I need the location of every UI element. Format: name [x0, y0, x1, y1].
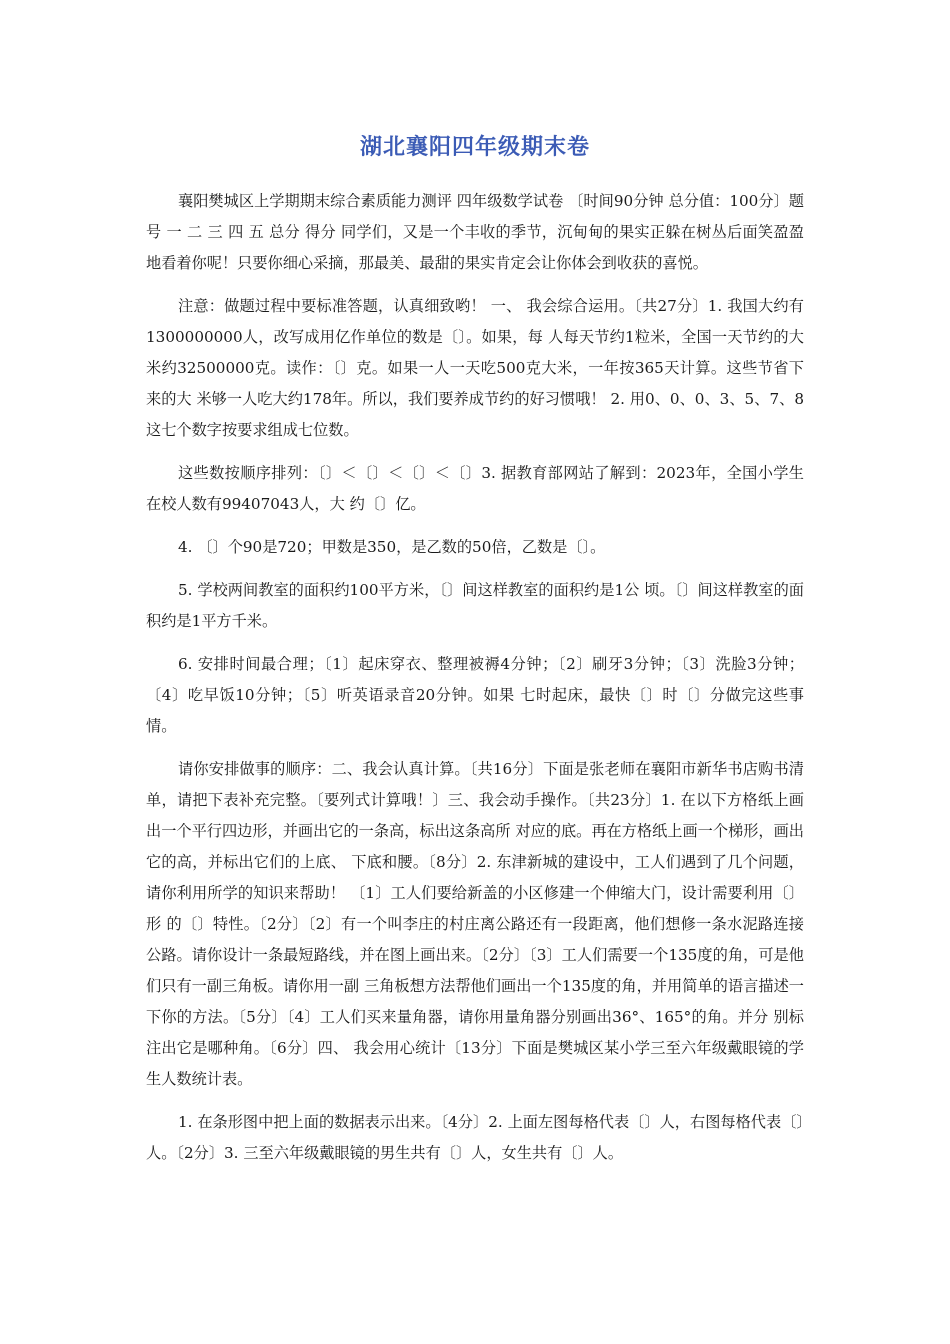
- paragraph-statistics-questions: 1. 在条形图中把上面的数据表示出来。〔4分〕2. 上面左图每格代表〔〕人，右图每格代表〔〕人。〔2分〕3. 三至六年级戴眼镜的男生共有〔〕人，女生共有〔〕人。: [146, 1113, 804, 1162]
- document-title: 湖北襄阳四年级期末卷: [359, 135, 590, 160]
- paragraph-question-6: 6. 安排时间最合理；〔1〕起床穿衣、整理被褥4分钟；〔2〕刷牙3分钟；〔3〕洗脸3分钟；〔4〕吃早饭10分钟；〔5〕听英语录音20分钟。如果 七时起床，最快〔〕时〔〕分做完这些事情。: [146, 655, 804, 735]
- paragraph-question-2-3: 这些数按顺序排列：〔〕＜〔〕＜〔〕＜〔〕3. 据教育部网站了解到：2023年，全国小学生在校人数有99407043人，大 约〔〕亿。: [146, 464, 804, 513]
- paragraph-question-5: 5. 学校两间教室的面积约100平方米，〔〕间这样教室的面积约是1公 顷。〔〕间这样教室的面积约是1平方千米。: [146, 581, 804, 630]
- document-page: [146, 128, 804, 1181]
- paragraph-intro: 襄阳樊城区上学期期末综合素质能力测评 四年级数学试卷 〔时间90分钟 总分值：100分〕题号 一 二 三 四 五 总分 得分 同学们，又是一个丰收的季节，沉甸甸的果实正躲在树丛后面笑盈盈地看着你呢！只要你细心采摘，那最美、最甜的果实肯定会让你体会到收获的喜悦。: [146, 192, 804, 272]
- paragraph-section-one: 注意：做题过程中要标准答题，认真细致哟！ 一、 我会综合运用。〔共27分〕1. 我国大约有1300000000人，改写成用亿作单位的数是〔〕。如果，每 人每天节约1粒米，全国一天节约的大米约32500000克。读作：〔〕克。如果一人一天吃500克大米，一年按365天计算。这些节省下来的大 米够一人吃大约178年。所以，我们要养成节约的好习惯哦！ 2. 用0、0、0、3、5、7、8这七个数字按要求组成七位数。: [146, 297, 804, 439]
- paragraph-question-4: 4. 〔〕个90是720；甲数是350，是乙数的50倍，乙数是〔〕。: [178, 538, 606, 556]
- paragraph-sections-two-to-four: 请你安排做事的顺序：二、我会认真计算。〔共16分〕下面是张老师在襄阳市新华书店购书清单，请把下表补充完整。〔要列式计算哦！〕三、我会动手操作。〔共23分〕1. 在以下方格纸上画出一个平行四边形，并画出它的一条高，标出这条高所 对应的底。再在方格纸上画一个梯形，画出它的高，并标出它们的上底、 下底和腰。〔8分〕2. 东津新城的建设中，工人们遇到了几个问题，请你利用所学的知识来帮助！ 〔1〕工人们要给新盖的小区修建一个伸缩大门，设计需要利用〔〕形 的〔〕特性。〔2分〕〔2〕有一个叫李庄的村庄离公路还有一段距离，他们想修一条水泥路连接 公路。请你设计一条最短路线，并在图上画出来。〔2分〕〔3〕工人们需要一个135度的角，可是他们只有一副三角板。请你用一副 三角板想方法帮他们画出一个135度的角，并用简单的语言描述一下你的方法。〔5分〕〔4〕工人们买来量角器，请你用量角器分别画出36°、165°的角。并分 别标注出它是哪种角。〔6分〕四、 我会用心统计〔13分〕下面是樊城区某小学三至六年级戴眼镜的学生人数统计表。: [146, 760, 804, 1088]
